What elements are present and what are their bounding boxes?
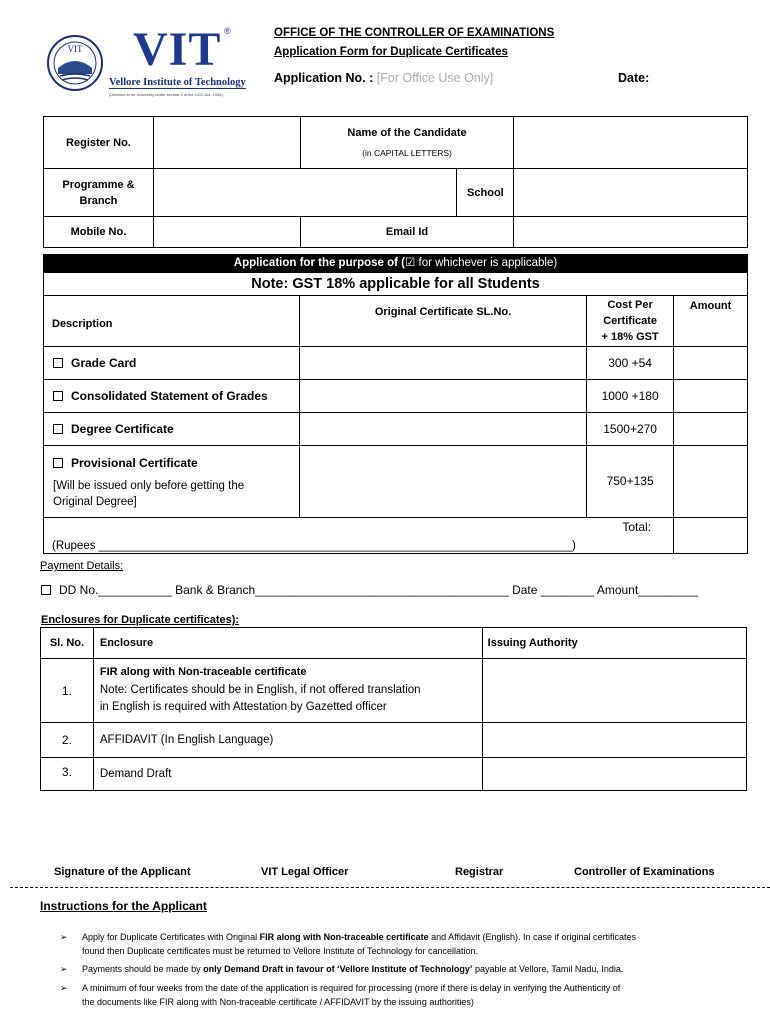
- instruction-2-text-c: payable at Vellore, Tamil Nadu, India.: [472, 964, 624, 974]
- bullet-arrow-icon: ➢: [60, 983, 68, 993]
- enclosure-title: AFFIDAVIT (In English Language): [93, 723, 482, 758]
- grade-card-cost: 300 +54: [587, 346, 674, 379]
- instruction-1-text-c: and Affidavit (English). In case if original certificates: [428, 932, 637, 942]
- dd-checkbox-icon[interactable]: [41, 585, 51, 595]
- provisional-note-line-2: Original Degree]: [53, 495, 137, 508]
- instruction-3-text-b: the documents like FIR along with Non-traceable certificate / AFFIDAVIT by the issuing authorities): [82, 997, 474, 1007]
- programme-text: Programme &: [62, 178, 135, 191]
- instruction-1-text-d: found then Duplicate certificates must be returned to Vellore Institute of Technology for cancellation.: [82, 946, 479, 956]
- enclosure-no: 2.: [41, 723, 94, 758]
- table-row: [44, 379, 748, 412]
- mobile-no-label: Mobile No.: [44, 217, 154, 248]
- gst-note: Note: GST 18% applicable for all Students: [44, 273, 748, 295]
- enclosure-note-line-2: in English is required with Attestation by Gazetted officer: [99, 700, 387, 713]
- instruction-item-2: [60, 962, 760, 976]
- payment-line: [41, 583, 698, 597]
- provisional-certificate-option[interactable]: [44, 445, 300, 517]
- table-row: [41, 758, 747, 791]
- signature-applicant: Signature of the Applicant: [54, 866, 191, 878]
- enclosures-title: Enclosures for Duplicate certificates):: [41, 614, 240, 626]
- amount-header: Amount: [674, 295, 748, 346]
- office-title: OFFICE OF THE CONTROLLER OF EXAMINATIONS: [274, 27, 555, 39]
- consolidated-statement-option[interactable]: [44, 379, 300, 412]
- instruction-2-text-b: only Demand Draft in favour of ‘Vellore Institute of Technology’: [203, 964, 473, 974]
- provisional-note-line-1: [Will be issued only before getting the: [53, 479, 245, 492]
- dashed-divider: [10, 887, 770, 888]
- candidate-name-label: [300, 117, 514, 169]
- consolidated-statement-slno-field[interactable]: [299, 379, 586, 412]
- instruction-2-text-a: Payments should be made by: [82, 964, 204, 974]
- cost-header-line-2: Certificate: [603, 314, 658, 327]
- degree-certificate-cost: 1500+270: [587, 412, 674, 445]
- registered-mark: ®: [224, 26, 231, 36]
- candidate-name-note: (in CAPITAL LETTERS): [362, 148, 452, 158]
- vit-logo-name: Vellore Institute of Technology: [109, 77, 246, 88]
- vit-logo-subtitle: (Deemed to be University under section 3 of the UGC Act, 1956): [109, 92, 223, 97]
- enclosure-title: Demand Draft: [93, 758, 482, 791]
- grade-card-amount-field[interactable]: [674, 346, 748, 379]
- enclosure-no: 1.: [41, 659, 94, 723]
- programme-branch-field[interactable]: [153, 169, 457, 217]
- vit-seal: [46, 32, 104, 94]
- candidate-details-table: [43, 116, 748, 248]
- bullet-arrow-icon: ➢: [60, 964, 68, 974]
- application-no-placeholder: [For Office Use Only]: [376, 71, 494, 85]
- payment-details-label: Payment Details:: [40, 560, 124, 572]
- consolidated-statement-amount-field[interactable]: [674, 379, 748, 412]
- signature-legal-officer: VIT Legal Officer: [261, 866, 349, 878]
- enclosure-cell: [93, 659, 482, 723]
- purpose-banner-suffix: for whichever is applicable): [415, 257, 558, 269]
- email-label: Email Id: [300, 217, 514, 248]
- enclosure-no: 3.: [41, 758, 94, 791]
- issuing-authority-header: Issuing Authority: [482, 628, 746, 659]
- grade-card-slno-field[interactable]: [299, 346, 586, 379]
- slno-header: Sl. No.: [41, 628, 94, 659]
- total-row: [44, 517, 674, 553]
- provisional-certificate-slno-field[interactable]: [299, 445, 586, 517]
- programme-branch-label: [44, 169, 154, 217]
- total-label: Total:: [622, 519, 652, 534]
- consolidated-statement-label: Consolidated Statement of Grades: [71, 388, 268, 403]
- form-title: Application Form for Duplicate Certificates: [274, 46, 508, 58]
- enclosure-title: FIR along with Non-traceable certificate: [99, 665, 307, 678]
- checkbox-checked-icon: ☑: [405, 257, 416, 269]
- signature-controller: Controller of Examinations: [574, 866, 715, 878]
- issuing-authority-field[interactable]: [482, 723, 746, 758]
- vit-logo-text: VIT: [133, 23, 222, 76]
- table-row: [44, 412, 748, 445]
- seal-text: VIT: [67, 44, 83, 54]
- candidate-name-field[interactable]: [514, 117, 748, 169]
- degree-certificate-label: Degree Certificate: [71, 421, 174, 436]
- checkbox-icon[interactable]: [53, 358, 63, 368]
- degree-certificate-slno-field[interactable]: [299, 412, 586, 445]
- total-amount-field[interactable]: [674, 517, 748, 553]
- table-row: [41, 659, 747, 723]
- signature-registrar: Registrar: [455, 866, 504, 878]
- register-no-field[interactable]: [153, 117, 300, 169]
- table-row: [41, 723, 747, 758]
- provisional-certificate-amount-field[interactable]: [674, 445, 748, 517]
- instruction-item-1: [60, 930, 760, 958]
- instruction-item-3: [60, 981, 765, 1009]
- enclosure-note-line-1: Note: Certificates should be in English, if not offered translation: [99, 683, 421, 696]
- grade-card-label: Grade Card: [71, 355, 137, 370]
- email-field[interactable]: [514, 217, 748, 248]
- register-no-label: Register No.: [44, 117, 154, 169]
- degree-certificate-amount-field[interactable]: [674, 412, 748, 445]
- table-row: [44, 346, 748, 379]
- instruction-3-text-a: A minimum of four weeks from the date of the application is required for processing (more if there is delay in verifying the Authenticity of: [82, 983, 621, 993]
- checkbox-icon[interactable]: [53, 458, 63, 468]
- cost-header: [587, 295, 674, 346]
- rupees-line: (Rupees __________________________________________________________________________): [52, 539, 576, 552]
- mobile-no-field[interactable]: [153, 217, 300, 248]
- degree-certificate-option[interactable]: [44, 412, 300, 445]
- provisional-certificate-cost: 750+135: [587, 445, 674, 517]
- cost-header-line-1: Cost Per: [607, 298, 653, 311]
- date-label: Date:: [618, 71, 650, 85]
- bullet-arrow-icon: ➢: [60, 932, 68, 942]
- grade-card-option[interactable]: [44, 346, 300, 379]
- payment-line-text: DD No.___________ Bank & Branch______________________________________ Date ________ Amount_________: [59, 583, 699, 597]
- enclosures-table: [40, 627, 747, 791]
- application-no: [274, 71, 493, 85]
- instructions-title: Instructions for the Applicant: [40, 899, 207, 913]
- candidate-name-text: Name of the Candidate: [347, 127, 467, 139]
- school-field[interactable]: [514, 169, 748, 217]
- instruction-1-text-b: FIR along with Non-traceable certificate: [259, 932, 429, 942]
- cost-header-line-3: + 18% GST: [601, 330, 659, 343]
- checkbox-icon[interactable]: [53, 391, 63, 401]
- original-slno-header: Original Certificate SL.No.: [299, 295, 586, 346]
- consolidated-statement-cost: 1000 +180: [587, 379, 674, 412]
- issuing-authority-field[interactable]: [482, 659, 746, 723]
- school-label: School: [457, 169, 514, 217]
- table-row: [44, 445, 748, 517]
- purpose-banner: [43, 254, 748, 273]
- instruction-1-text-a: Apply for Duplicate Certificates with Original: [82, 932, 260, 942]
- provisional-certificate-label: Provisional Certificate: [71, 455, 198, 470]
- enclosure-header: Enclosure: [93, 628, 482, 659]
- purpose-table: [43, 273, 748, 554]
- checkbox-icon[interactable]: [53, 424, 63, 434]
- application-no-label: Application No. :: [274, 71, 374, 85]
- purpose-banner-prefix: Application for the purpose of (: [233, 257, 405, 269]
- description-header: Description: [44, 295, 300, 346]
- branch-text: Branch: [79, 194, 118, 207]
- issuing-authority-field[interactable]: [482, 758, 746, 791]
